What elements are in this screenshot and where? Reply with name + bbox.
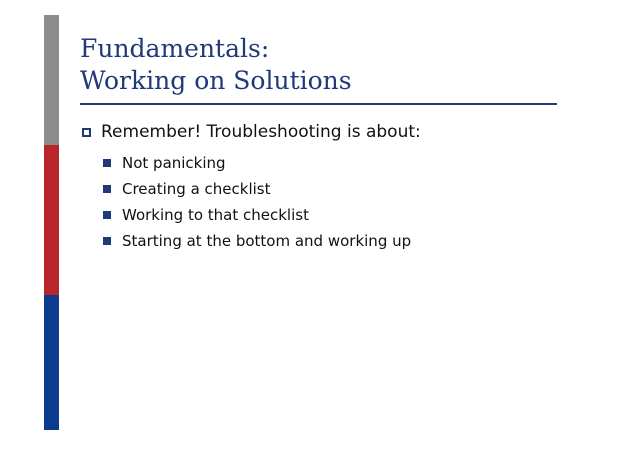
sub-bullet-text: Creating a checklist [122, 180, 271, 198]
accent-bar-blue [44, 295, 59, 430]
main-bullet [82, 120, 421, 144]
list-item [103, 202, 411, 228]
accent-bar-red [44, 145, 59, 295]
sub-bullet-text: Not panicking [122, 154, 226, 172]
slide-title [80, 33, 352, 97]
sub-bullet-text: Starting at the bottom and working up [122, 232, 412, 250]
filled-square-bullet-icon [103, 237, 111, 245]
title-underline [80, 103, 557, 105]
list-item [103, 228, 411, 254]
accent-bar-gray [44, 15, 59, 145]
list-item [103, 150, 411, 176]
title-line-2: Working on Solutions [80, 66, 352, 95]
hollow-square-bullet-icon [82, 128, 91, 137]
filled-square-bullet-icon [103, 211, 111, 219]
filled-square-bullet-icon [103, 185, 111, 193]
filled-square-bullet-icon [103, 159, 111, 167]
title-line-1: Fundamentals: [80, 34, 270, 63]
sub-bullet-list [103, 150, 411, 254]
list-item [103, 176, 411, 202]
main-bullet-text: Remember! Troubleshooting is about: [101, 122, 421, 142]
sub-bullet-text: Working to that checklist [122, 206, 309, 224]
